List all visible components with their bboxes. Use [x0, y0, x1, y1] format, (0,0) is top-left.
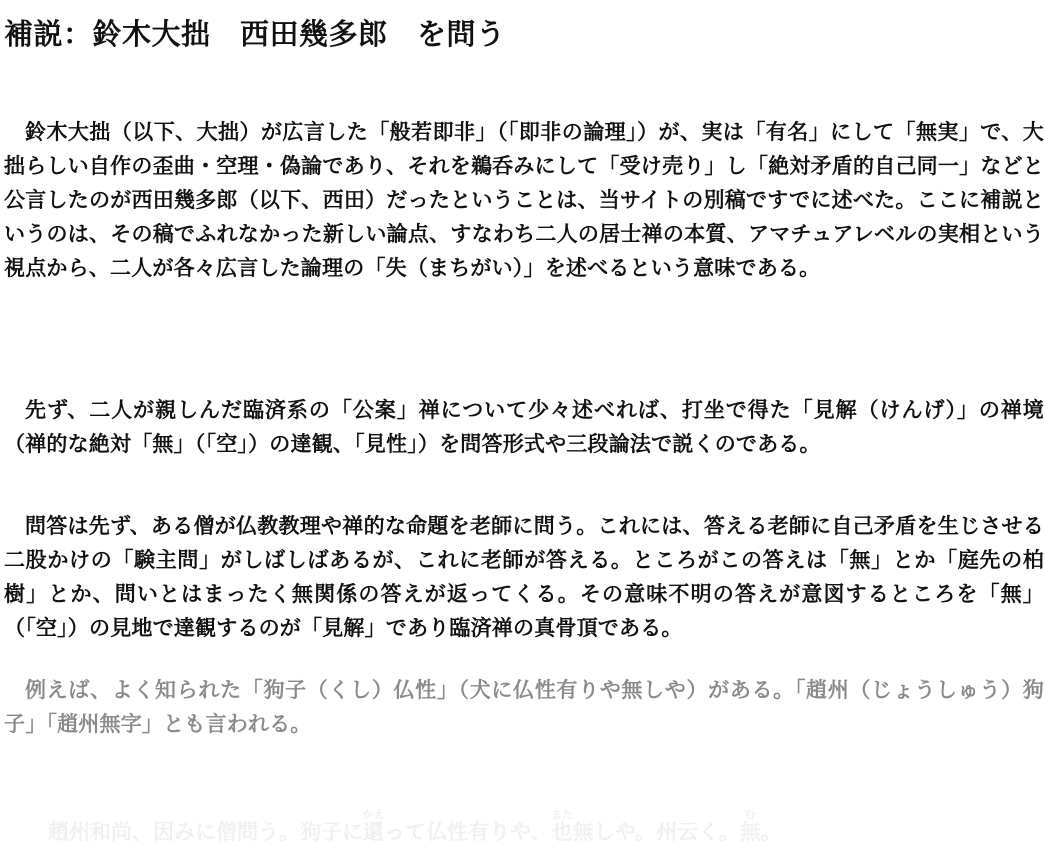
- paragraph-example: 例えば、よく知られた「狗子（くし）仏性」（犬に仏性有りや無しや）がある。「趙州（じょうしゅう）狗子」「趙州無字」とも言われる。: [4, 677, 1044, 736]
- quote-text-4: 。: [760, 819, 782, 844]
- quote-ruby-2: 也また: [551, 808, 574, 844]
- quote-text-1: 趙州和尚、因みに僧問う。狗子に: [48, 819, 363, 844]
- page-title: 補説：鈴木大拙 西田幾多郎 を問う: [4, 17, 506, 51]
- paragraph-mondo: 問答は先ず、ある僧が仏教教理や禅的な命題を老師に問う。これには、答える老師に自己矛盾を生じさせる二股かけの「験主問」がしばしばあるが、これに老師が答える。ところがこの答えは「無」とか「庭先の柏樹」とか、問いとはまったく無関係の答えが返ってくる。その意味不明の答えが意図するところを「無」（「空」）の見地で達観するのが「見解」であり臨済禅の真骨頂である。: [4, 513, 1044, 640]
- koan-quote: [48, 808, 782, 849]
- paragraph-koan-zen: 先ず、二人が親しんだ臨済系の「公案」禅について少々述べれば、打坐で得た「見解（けんげ）」の禅境（禅的な絶対「無」（「空」）の達観、「見性」）を問答形式や三段論法で説くのである。: [4, 397, 1044, 456]
- paragraph-intro: 鈴木大拙（以下、大拙）が広言した「般若即非」（「即非の論理」）が、実は「有名」にして「無実」で、大拙らしい自作の歪曲・空理・偽論であり、それを鵜呑みにして「受け売り」し「絶対矛盾的自己同一」などと公言したのが西田幾多郎（以下、西田）だったということは、当サイトの別稿ですでに述べた。ここに補説というのは、その稿でふれなかった新しい論点、すなわち二人の居士禅の本質、アマチュアレベルの実相という視点から、二人が各々広言した論理の「失（まちがい）」を述べるという意味である。: [4, 119, 1044, 280]
- quote-text-2: って仏性有りや、: [384, 819, 552, 844]
- quote-ruby-3: 無む: [739, 808, 761, 844]
- quote-ruby-1: 還かえ: [362, 808, 385, 844]
- quote-text-3: 無しや。州云く。: [572, 819, 740, 844]
